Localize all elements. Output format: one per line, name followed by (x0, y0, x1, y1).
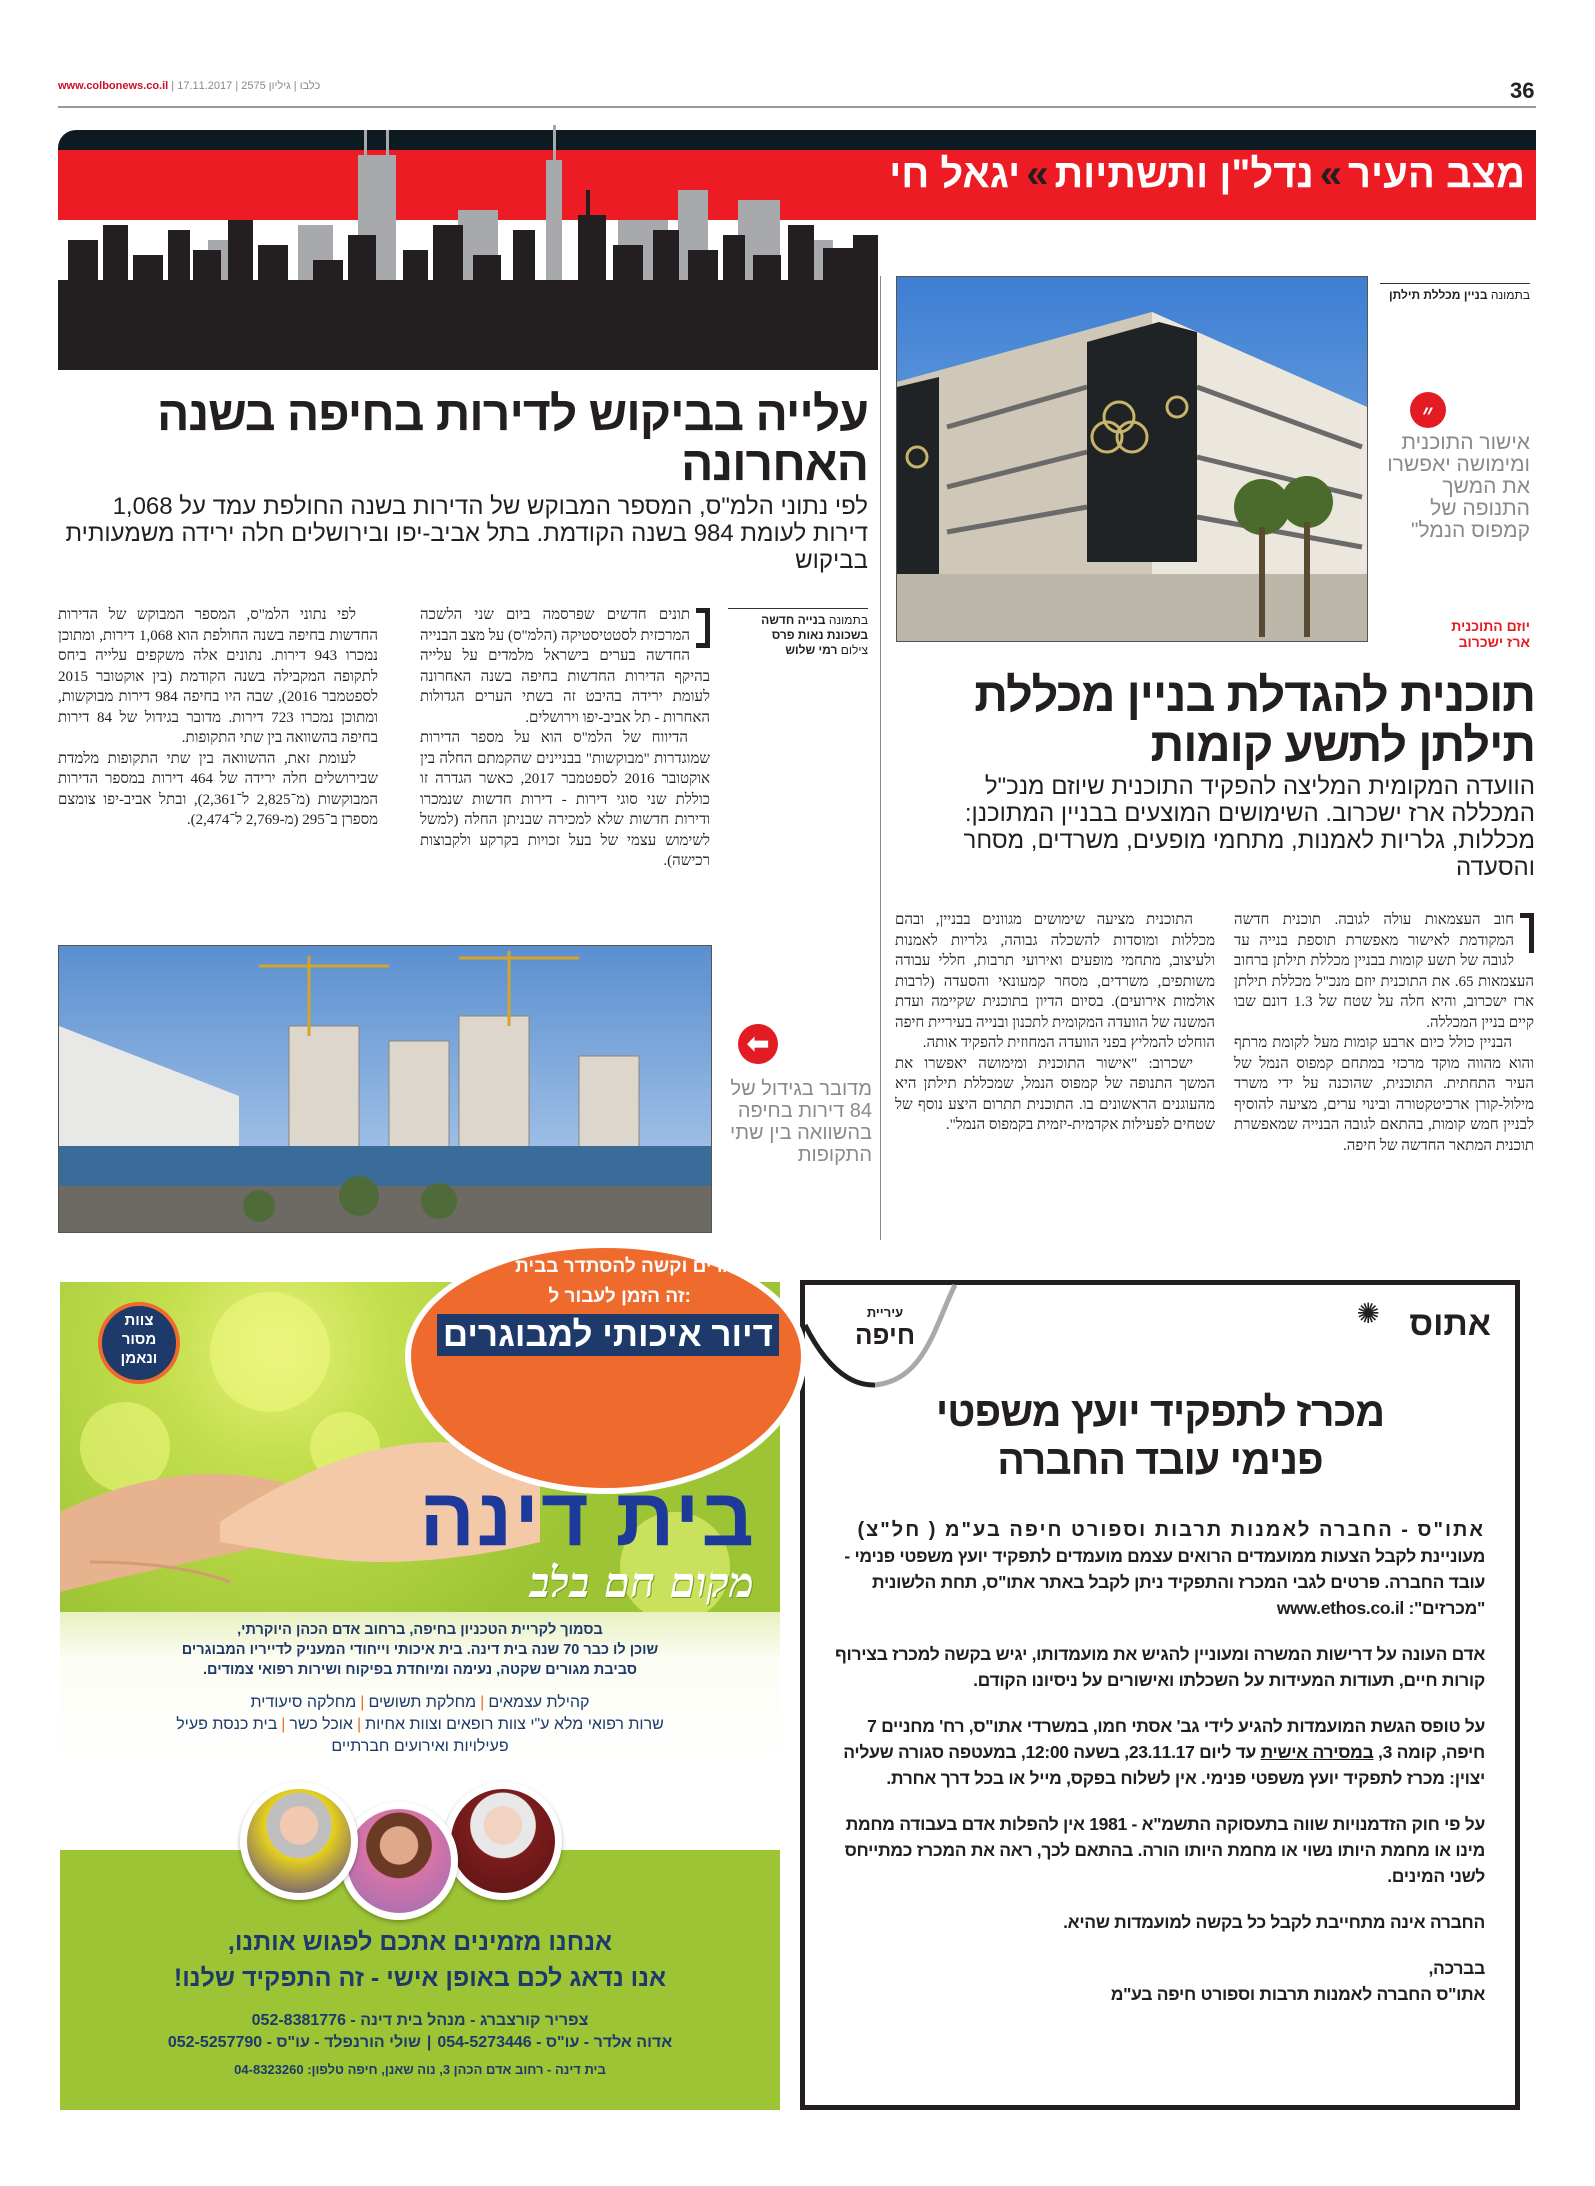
caption-subject: בניין מכללת תילתן (1388, 288, 1488, 302)
ad-paragraph: אדם העונה על דרישות המשרה ומעוניין להגיש את מועמדותו, יגיש בקשה למכרז בצירוף קורות חיים, תעודות המעידות על השכלתו ואישורים על ניסיונו הקודם. (835, 1644, 1485, 1690)
photo-caption (1380, 283, 1530, 303)
caption-prefix: בתמונה (828, 613, 868, 627)
ad-paragraph: על פי חוק הזדמנויות שווה בתעסוקה התשמ"א - 1981 אין להפלות אדם בעבודה מחמת מינו או מחמת היותו נשוי או מחמת היותו הורה. בהתאם לכך, ראה את המכרז כמתייחס לשני המינים. (844, 1814, 1485, 1886)
article-paragraph: הבניין כולל כיום ארבע קומות מעל לקומת מרתף והוא מהווה מוקד מרכזי במתחם קמפוס הנמל של העיר התחתית. התוכנית, שהוכנה על ידי משרד מילול-קורן ארכיטקטורה ובינוי ערים, מציעה להוסיף לבניין חמש קומות, בהתאם לגובה הבנייה שמאפשרת תוכנית המתאר החדשה של חיפה. (1234, 1035, 1534, 1154)
ad-paragraph: על טופס הגשת המועמדות להגיע לידי גב' אסתי חמו, במשרדי אתו"ס, רח' מחניים 7 חיפה, קומה 3, במסירה אישית עד ליום 23.11.17, בשעה 12:00, במעטפה סגורה שעליה יצוין: מכרז לתפקיד יועץ משפטי פנימי. אין לשלוח בפקס, מייל או בכל דרך אחרת. (843, 1716, 1485, 1788)
dropcap-bracket (696, 608, 710, 648)
quote-attribution (1380, 618, 1530, 650)
logo-haifa-small: עיריית (866, 1305, 904, 1320)
services-list (60, 1692, 780, 1758)
invitation-text: אנחנו מזמינים אתכם לפגוש אותנו, אנו נדאג לכם באופן אישי - זה התפקיד שלנו! (173, 1928, 667, 1992)
dropcap-bracket (1520, 913, 1534, 953)
arrow-glyph: ⬅ (746, 1027, 770, 1060)
section-title (889, 152, 1525, 197)
quote-author-title: יוזם התוכנית (1451, 618, 1530, 634)
construction-photo (58, 945, 712, 1233)
section-topic: נדל"ן ותשתיות (1054, 152, 1314, 196)
article-body-column (895, 910, 1215, 1136)
city-skyline-illustration (58, 130, 878, 370)
ad-signoff: בברכה, (1428, 1958, 1485, 1978)
bubble-line: זה הזמן לעבור ל: (548, 1286, 691, 1307)
ad-body (835, 1517, 1485, 2007)
article-paragraph: לעומת זאת, ההשוואה בין שתי התקופות מלמדת שבירושלים חלה ירידה של 464 דירות במספר הדירות המבוקשות (מ־2,825 ל־2,361), ובתל אביב-יפו צומצם מספרן ב־295 (מ-2,769 ל־2,474). (58, 750, 379, 828)
resident-photo (340, 1802, 458, 1920)
article-headline: עלייה בביקוש לדירות בחיפה בשנה האחרונה (157, 388, 868, 491)
bubble-question: מבוגרים וקשה להסתדר בבית? (515, 1256, 775, 1277)
separator-icon: » (1026, 152, 1049, 196)
caption-subject: בנייה חדשה בשכונת נאות פרס (761, 613, 868, 642)
separator-icon: » (1319, 152, 1342, 196)
article-body-column (58, 605, 378, 831)
article-subheadline: לפי נתוני הלמ"ס, המספר המבוקש של הדירות בשנה החולפת עמד על 1,068 דירות לעומת 984 בשנה הקודמת. בתל אביב-יפו ובירושלים חלה ירידה משמעותית בביקוש (65, 493, 868, 574)
ad-title-line: פנימי עובד החברה (997, 1437, 1323, 1483)
dedicated-staff-badge: צוות מסור ונאמן (98, 1302, 180, 1384)
article-body-column (1234, 910, 1534, 1156)
photographer-name: רמי שלוש (785, 643, 838, 657)
services-row: פעילויות ואירועים חברתיים (331, 1738, 509, 1755)
photo-caption (728, 608, 868, 658)
article-paragraph: תונים חדשים שפרסמה ביום שני הלשכה המרכזית לסטטיסטיקה (הלמ"ס) על מצב הבנייה החדשה בערים בישראל מלמדים על עלייה בהיקף הדירות החדשות בחיפה בשנה האחרונה לעומת ירידה בהיבט זה בשתי הערים הגדולות האחרות - תל אביב-יפו וירושלים. (420, 607, 710, 726)
ad-lead: אתו"ס - החברה לאמנות תרבות וספורט חיפה בע"מ ( חל"צ) (857, 1519, 1485, 1541)
ad-title-line: מכרז לתפקיד יועץ משפטי (935, 1389, 1385, 1435)
services-row: קהילת עצמאים|מחלקת תשושים|מחלקה סיעודית (250, 1694, 590, 1711)
quote-mark-icon (1410, 392, 1446, 431)
services-row: שרות רפואי מלא ע"י צוות רופאים וצוות אחיות|אוכל כשר|בית כנסת פעיל (176, 1716, 664, 1733)
quote-glyph: ״ (1422, 398, 1434, 431)
article-paragraph: ישכרוב: "אישור התוכנית ומימושה יאפשרו את המשך התנופה של קמפוס הנמל, שמכללת תילתן היא מהעוגנים הראשונים בו. התוכנית תתרום היצע נוסף של שטחים לפעילות אקדמית-יזמית בקמפוס הנמל". (895, 1055, 1215, 1133)
paper-name: כלבו (299, 80, 321, 92)
ethos-website-link[interactable]: www.ethos.co.il (1276, 1598, 1404, 1618)
article-paragraph: חוב העצמאות עולה לגובה. תוכנית חדשה המקודמת לאישור מאפשרת תוספת בנייה עד לגובה של תשע קומות בבניין מכללת תילתן ברחוב העצמאות 65. את התוכנית יוזם מנכ"ל מכללת תילתן ארז ישכרוב, והיא חלה על שטח של 1.3 דונם שבו קיים בניין המכללה. (1234, 912, 1534, 1031)
contact-social-worker[interactable]: שולי הורנפלד - עו"ס - 052-5257790 (167, 2034, 421, 2051)
pull-quote: אישור התוכנית ומימושה יאפשרו את המשך התנופה של קמפוס הנמל" (1387, 431, 1530, 542)
brand-name: בית דינה (419, 1472, 756, 1563)
issue-date: 17.11.2017 (177, 80, 233, 92)
ethos-logo: אתוס (1409, 1305, 1491, 1343)
brand-tagline: מקום חם בלב (529, 1558, 754, 1607)
beit-dina-ad (60, 1256, 780, 2110)
article-headline: תוכנית להגדלת בניין מכללת תילתן לתשע קומות (974, 668, 1535, 771)
article-paragraph: לפי נתוני הלמ"ס, המספר המבוקש של הדירות החדשות בחיפה בשנה החולפת הוא 1,068 דירות, ומתוכן נמכרו 943 דירות. נתונים אלה משקפים עלייה ביחס לתקופה המקבילה בשנה הקודמת (בין אוקטובר 2015 לספטמבר 2016), שבה היו בחיפה 984 דירות מבוקשות, ומתוכן נמכרו 723 דירות. מדובר בגידול של 84 דירות בחיפה בהשוואה בין שתי התקופות. (58, 607, 379, 746)
section-name: מצב העיר (1348, 152, 1525, 196)
ethos-tender-ad (800, 1280, 1520, 2110)
address-phone: בית דינה - רחוב אדם הכהן 3, נוה שאנן, חיפה טלפון: 04-8323260 (234, 2062, 606, 2077)
article-paragraph: התוכנית מציעה שימושים מגוונים בבניין, ובהם מכללות ומוסדות להשכלה גבוהה, גלריות לאמנות ולעיצוב, מתחמי מופעים ואירועי תרבות, חללי עבודה משותפים, משרדים, מסחר קמעונאי והסעדה (לרבות אולמות אירועים). בסיום הדיון בתוכנית שקיימה ועדת המשנה של הוועדה המקומית לתכנון ובנייה בעיריית חיפה הוחלט להמליץ בפני הוועדה המחוזית להפקיד אותה. (895, 912, 1215, 1051)
article-subheadline: הוועדה המקומית המליצה להפקיד התוכנית שיוזם מנכ"ל המכללה ארז ישכרוב. השימושים המוצעים בבניין המתוכנן: מכללות, גלריות לאמנות, מתחמי מופעים, משרדים, מסחר והסעדה (963, 773, 1535, 881)
credit-prefix: צילום (840, 643, 868, 657)
column-divider (880, 276, 881, 1240)
contact-social-worker[interactable]: אדוה אלדר - עו"ס - 054-5273446 (437, 2034, 673, 2051)
page-number: 36 (1510, 78, 1535, 103)
pull-quote: מדובר בגידול של 84 דירות בחיפה בהשוואה בין שתי התקופות (730, 1078, 872, 1166)
bubble-highlight: דיור איכותי למבוגרים (437, 1314, 779, 1356)
quote-author-name: ארז ישכרוב (1458, 634, 1530, 650)
resident-photo (240, 1782, 358, 1900)
ad-paragraph: החברה אינה מתחייבת לקבל כל בקשה למועמדות שהיא. (1063, 1912, 1485, 1932)
author-name: יגאל חי (889, 152, 1021, 196)
resident-photo (444, 1782, 562, 1900)
contact-manager[interactable]: צפריר קורצברג - מנהל בית דינה - 052-8381776 (251, 2012, 589, 2029)
ad-signature: אתו"ס החברה לאמנות תרבות וספורט חיפה בע"מ (1110, 1984, 1485, 2004)
site-url[interactable]: www.colbonews.co.il (58, 80, 169, 92)
building-photo (896, 276, 1368, 642)
haifa-municipality-logo (835, 1305, 935, 1349)
logo-haifa-big: חיפה (854, 1320, 916, 1350)
ethos-logo-icon: ✺ (1356, 1297, 1380, 1330)
ad-description: בסמוך לקריית הטכניון בחיפה, ברחוב אדם הכהן היוקרתי, שוכן לו כבר 70 שנה בית דינה. בית איכותי וייחודי המעניק לדייריו המבוגרים סביבת מגורים שקטה, נעימה ומיוחדת בפיקוח ושירות רפואי צמודים. (181, 1622, 659, 1678)
ad-title (805, 1388, 1515, 1484)
article-body-column (420, 605, 710, 872)
issue-number: גיליון 2575 (241, 80, 291, 92)
ad-paragraph: מעוניינת לקבל הצעות ממועמדים הרואים עצמם מועמדים לתפקיד יועץ משפטי פנימי - עובד החברה. פרטים לגבי המכרז והתפקיד ניתן לקבל באתר אתו"ס, תחת הלשונית "מכרזים": www.ethos.co.il (844, 1546, 1485, 1618)
contact-list: צפריר קורצברג - מנהל בית דינה - 052-8381776 אדוה אלדר - עו"ס - 054-5273446|שולי הורנפלד - עו"ס - 052-5257790 (60, 2010, 780, 2054)
masthead: www.colbonews.co.il | כלבו | גיליון 2575 | 17.11.2017 (58, 80, 321, 92)
top-divider (58, 106, 1536, 108)
arrow-left-icon (738, 1024, 778, 1064)
article-paragraph: הדיווח של הלמ"ס הוא על מספר הדירות שמוגדרות "מבוקשות" בבניינים שהקמתם החלה בין אוקטובר 2016 לספטמבר 2017, כאשר הגדרה זו כוללת שני סוגי דירות - דירות חדשות שנמכרו ודירות חדשות שלא למכירה שבניתן החלה (למשל לשימוש עצמי של בעל זכויות בקרקע ולקבוצות רכישה). (420, 730, 710, 869)
caption-prefix: בתמונה (1490, 288, 1530, 302)
